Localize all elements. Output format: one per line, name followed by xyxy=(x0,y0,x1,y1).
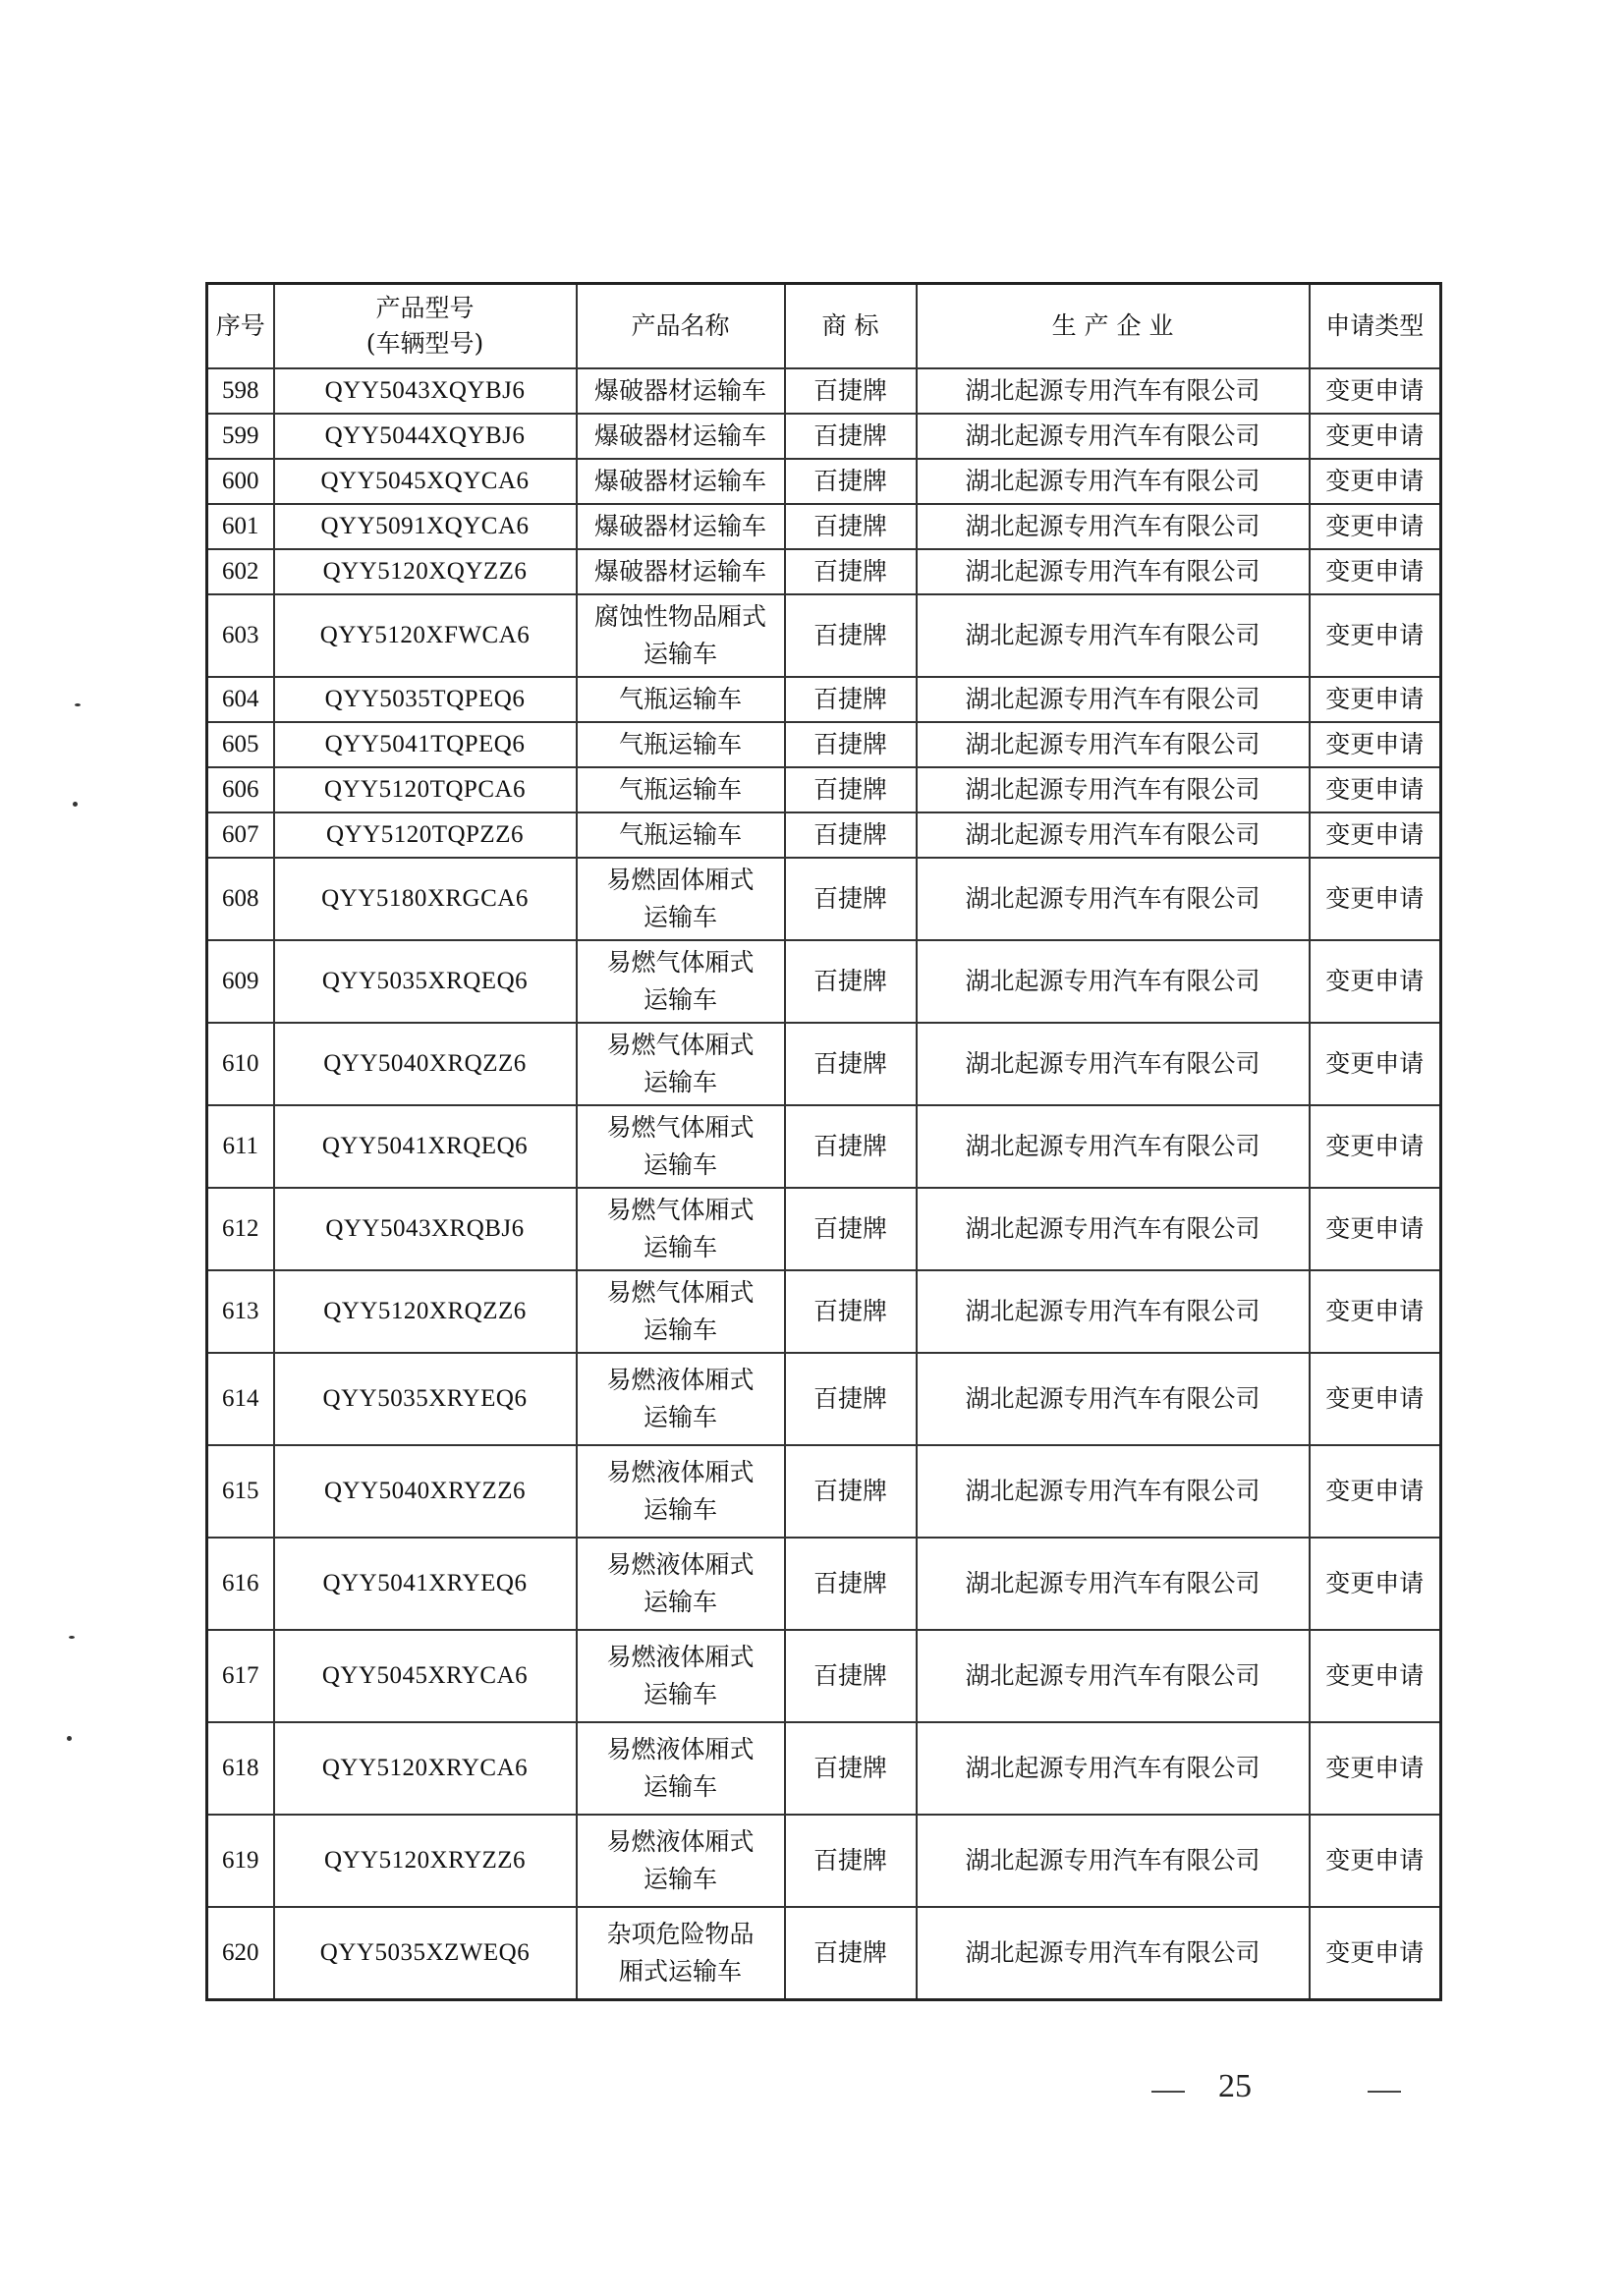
cell-seq: 600 xyxy=(207,459,274,504)
cell-model: QYY5120XRQZZ6 xyxy=(274,1270,577,1353)
cell-product-name xyxy=(577,812,785,858)
table-row xyxy=(207,368,1441,414)
cell-application-type: 变更申请 xyxy=(1310,1445,1441,1538)
cell-product-name xyxy=(577,1353,785,1445)
table-row xyxy=(207,677,1441,722)
table-row xyxy=(207,858,1441,940)
product-name-line: 易燃气体厢式 xyxy=(606,948,755,977)
cell-model: QYY5180XRGCA6 xyxy=(274,858,577,940)
product-name-line: 爆破器材运输车 xyxy=(593,421,766,450)
cell-model: QYY5120XFWCA6 xyxy=(274,594,577,677)
table-row xyxy=(207,1270,1441,1353)
product-name-line: 易燃液体厢式 xyxy=(606,1550,755,1579)
cell-model: QYY5041XRYEQ6 xyxy=(274,1538,577,1630)
cell-product-name xyxy=(577,1630,785,1722)
cell-brand: 百捷牌 xyxy=(785,549,917,594)
cell-application-type: 变更申请 xyxy=(1310,459,1441,504)
cell-brand: 百捷牌 xyxy=(785,504,917,549)
product-name-line: 爆破器材运输车 xyxy=(593,467,766,495)
cell-manufacturer: 湖北起源专用汽车有限公司 xyxy=(917,1815,1310,1907)
table-row xyxy=(207,504,1441,549)
cell-model: QYY5040XRYZZ6 xyxy=(274,1445,577,1538)
product-name-line: 运输车 xyxy=(643,1403,717,1431)
table-row xyxy=(207,767,1441,812)
cell-manufacturer: 湖北起源专用汽车有限公司 xyxy=(917,1630,1310,1722)
cell-application-type: 变更申请 xyxy=(1310,677,1441,722)
cell-product-name xyxy=(577,1815,785,1907)
cell-manufacturer: 湖北起源专用汽车有限公司 xyxy=(917,677,1310,722)
product-name-line: 爆破器材运输车 xyxy=(593,512,766,540)
cell-model: QYY5043XRQBJ6 xyxy=(274,1188,577,1270)
table-row xyxy=(207,1538,1441,1630)
table-row xyxy=(207,812,1441,858)
scan-speck xyxy=(73,802,78,807)
product-name-line: 气瓶运输车 xyxy=(618,775,742,804)
cell-application-type: 变更申请 xyxy=(1310,722,1441,767)
cell-brand: 百捷牌 xyxy=(785,1538,917,1630)
product-name-line: 气瓶运输车 xyxy=(618,820,742,849)
cell-manufacturer: 湖北起源专用汽车有限公司 xyxy=(917,459,1310,504)
product-name-line: 腐蚀性物品厢式 xyxy=(593,602,766,631)
cell-manufacturer: 湖北起源专用汽车有限公司 xyxy=(917,1445,1310,1538)
cell-brand: 百捷牌 xyxy=(785,940,917,1023)
product-name-line: 易燃气体厢式 xyxy=(606,1113,755,1142)
cell-product-name xyxy=(577,549,785,594)
cell-brand: 百捷牌 xyxy=(785,1270,917,1353)
cell-application-type: 变更申请 xyxy=(1310,594,1441,677)
product-name-line: 运输车 xyxy=(643,903,717,931)
table-header-row xyxy=(207,284,1441,369)
cell-seq: 620 xyxy=(207,1907,274,2000)
cell-manufacturer: 湖北起源专用汽车有限公司 xyxy=(917,1105,1310,1188)
cell-seq: 616 xyxy=(207,1538,274,1630)
cell-model: QYY5120XRYZZ6 xyxy=(274,1815,577,1907)
cell-seq: 598 xyxy=(207,368,274,414)
cell-model: QYY5035XRYEQ6 xyxy=(274,1353,577,1445)
cell-manufacturer: 湖北起源专用汽车有限公司 xyxy=(917,504,1310,549)
cell-model: QYY5044XQYBJ6 xyxy=(274,414,577,459)
cell-product-name xyxy=(577,1105,785,1188)
product-name-line: 运输车 xyxy=(643,1865,717,1893)
product-name-line: 运输车 xyxy=(643,1680,717,1708)
cell-seq: 613 xyxy=(207,1270,274,1353)
cell-application-type: 变更申请 xyxy=(1310,1907,1441,2000)
cell-brand: 百捷牌 xyxy=(785,1188,917,1270)
cell-seq: 606 xyxy=(207,767,274,812)
cell-manufacturer: 湖北起源专用汽车有限公司 xyxy=(917,1023,1310,1105)
header-model-line1: 产品型号 xyxy=(375,294,475,322)
product-name-line: 易燃液体厢式 xyxy=(606,1735,755,1763)
product-name-line: 易燃液体厢式 xyxy=(606,1366,755,1394)
cell-brand: 百捷牌 xyxy=(785,1445,917,1538)
table-row xyxy=(207,594,1441,677)
cell-brand: 百捷牌 xyxy=(785,459,917,504)
product-name-line: 易燃气体厢式 xyxy=(606,1278,755,1307)
table-row xyxy=(207,940,1441,1023)
header-product-name: 产品名称 xyxy=(577,284,785,369)
cell-model: QYY5120TQPCA6 xyxy=(274,767,577,812)
product-name-line: 运输车 xyxy=(643,1772,717,1801)
cell-application-type: 变更申请 xyxy=(1310,812,1441,858)
table-row xyxy=(207,414,1441,459)
cell-brand: 百捷牌 xyxy=(785,1907,917,2000)
table-row xyxy=(207,722,1441,767)
header-manufacturer: 生 产 企 业 xyxy=(917,284,1310,369)
product-name-line: 运输车 xyxy=(643,1233,717,1261)
cell-seq: 617 xyxy=(207,1630,274,1722)
cell-manufacturer: 湖北起源专用汽车有限公司 xyxy=(917,414,1310,459)
cell-product-name xyxy=(577,594,785,677)
cell-model: QYY5120TQPZZ6 xyxy=(274,812,577,858)
cell-model: QYY5035TQPEQ6 xyxy=(274,677,577,722)
product-name-line: 运输车 xyxy=(643,1495,717,1524)
cell-manufacturer: 湖北起源专用汽车有限公司 xyxy=(917,858,1310,940)
product-name-line: 运输车 xyxy=(643,985,717,1014)
page-number-dash-right xyxy=(1368,2091,1401,2093)
cell-product-name xyxy=(577,722,785,767)
cell-manufacturer: 湖北起源专用汽车有限公司 xyxy=(917,1722,1310,1815)
cell-model: QYY5035XRQEQ6 xyxy=(274,940,577,1023)
cell-seq: 609 xyxy=(207,940,274,1023)
header-model-line2: (车辆型号) xyxy=(365,329,484,358)
cell-brand: 百捷牌 xyxy=(785,414,917,459)
cell-brand: 百捷牌 xyxy=(785,1815,917,1907)
cell-model: QYY5045XRYCA6 xyxy=(274,1630,577,1722)
cell-brand: 百捷牌 xyxy=(785,1722,917,1815)
table-row xyxy=(207,1353,1441,1445)
cell-manufacturer: 湖北起源专用汽车有限公司 xyxy=(917,549,1310,594)
product-name-line: 气瓶运输车 xyxy=(618,685,742,713)
product-name-line: 易燃固体厢式 xyxy=(606,866,755,894)
cell-application-type: 变更申请 xyxy=(1310,1270,1441,1353)
cell-seq: 611 xyxy=(207,1105,274,1188)
table-body xyxy=(207,368,1441,2000)
cell-product-name xyxy=(577,1270,785,1353)
cell-model: QYY5091XQYCA6 xyxy=(274,504,577,549)
table-row xyxy=(207,1907,1441,2000)
cell-model: QYY5120XQYZZ6 xyxy=(274,549,577,594)
cell-application-type: 变更申请 xyxy=(1310,1538,1441,1630)
cell-application-type: 变更申请 xyxy=(1310,1023,1441,1105)
table-row xyxy=(207,1188,1441,1270)
scan-speck xyxy=(69,1636,75,1639)
cell-manufacturer: 湖北起源专用汽车有限公司 xyxy=(917,368,1310,414)
cell-model: QYY5035XZWEQ6 xyxy=(274,1907,577,2000)
scan-speck xyxy=(75,703,81,706)
cell-seq: 615 xyxy=(207,1445,274,1538)
cell-application-type: 变更申请 xyxy=(1310,368,1441,414)
cell-application-type: 变更申请 xyxy=(1310,1353,1441,1445)
cell-seq: 610 xyxy=(207,1023,274,1105)
cell-model: QYY5045XQYCA6 xyxy=(274,459,577,504)
cell-application-type: 变更申请 xyxy=(1310,940,1441,1023)
cell-product-name xyxy=(577,1907,785,2000)
product-name-line: 运输车 xyxy=(643,1315,717,1344)
cell-brand: 百捷牌 xyxy=(785,677,917,722)
header-brand: 商 标 xyxy=(785,284,917,369)
header-model xyxy=(274,284,577,369)
cell-product-name xyxy=(577,368,785,414)
cell-manufacturer: 湖北起源专用汽车有限公司 xyxy=(917,1907,1310,2000)
header-application-type: 申请类型 xyxy=(1310,284,1441,369)
cell-brand: 百捷牌 xyxy=(785,767,917,812)
cell-manufacturer: 湖北起源专用汽车有限公司 xyxy=(917,1538,1310,1630)
cell-application-type: 变更申请 xyxy=(1310,549,1441,594)
cell-brand: 百捷牌 xyxy=(785,812,917,858)
cell-seq: 612 xyxy=(207,1188,274,1270)
cell-seq: 602 xyxy=(207,549,274,594)
scan-speck xyxy=(67,1736,72,1741)
page-number: 25 xyxy=(1218,2068,1252,2104)
cell-brand: 百捷牌 xyxy=(785,594,917,677)
cell-manufacturer: 湖北起源专用汽车有限公司 xyxy=(917,1270,1310,1353)
cell-product-name xyxy=(577,677,785,722)
product-name-line: 易燃液体厢式 xyxy=(606,1827,755,1856)
product-name-line: 运输车 xyxy=(643,1588,717,1616)
cell-brand: 百捷牌 xyxy=(785,1105,917,1188)
cell-manufacturer: 湖北起源专用汽车有限公司 xyxy=(917,812,1310,858)
cell-manufacturer: 湖北起源专用汽车有限公司 xyxy=(917,1188,1310,1270)
product-name-line: 气瓶运输车 xyxy=(618,730,742,758)
table-row xyxy=(207,1105,1441,1188)
cell-product-name xyxy=(577,940,785,1023)
cell-brand: 百捷牌 xyxy=(785,368,917,414)
cell-seq: 601 xyxy=(207,504,274,549)
cell-model: QYY5041XRQEQ6 xyxy=(274,1105,577,1188)
table-row xyxy=(207,1815,1441,1907)
cell-product-name xyxy=(577,414,785,459)
product-name-line: 易燃气体厢式 xyxy=(606,1196,755,1224)
cell-application-type: 变更申请 xyxy=(1310,1105,1441,1188)
table-row xyxy=(207,1445,1441,1538)
cell-product-name xyxy=(577,1023,785,1105)
cell-brand: 百捷牌 xyxy=(785,722,917,767)
cell-application-type: 变更申请 xyxy=(1310,858,1441,940)
cell-model: QYY5040XRQZZ6 xyxy=(274,1023,577,1105)
cell-model: QYY5043XQYBJ6 xyxy=(274,368,577,414)
cell-seq: 608 xyxy=(207,858,274,940)
vehicle-product-table xyxy=(205,282,1442,2001)
product-name-line: 爆破器材运输车 xyxy=(593,376,766,405)
product-name-line: 厢式运输车 xyxy=(618,1957,742,1986)
cell-application-type: 变更申请 xyxy=(1310,1630,1441,1722)
table-row xyxy=(207,1722,1441,1815)
cell-product-name xyxy=(577,1538,785,1630)
cell-product-name xyxy=(577,459,785,504)
page-number-dash-left xyxy=(1151,2091,1185,2093)
cell-product-name xyxy=(577,504,785,549)
cell-product-name xyxy=(577,858,785,940)
product-name-line: 杂项危险物品 xyxy=(606,1920,755,1948)
header-seq: 序号 xyxy=(207,284,274,369)
cell-model: QYY5041TQPEQ6 xyxy=(274,722,577,767)
cell-seq: 607 xyxy=(207,812,274,858)
cell-application-type: 变更申请 xyxy=(1310,1815,1441,1907)
cell-application-type: 变更申请 xyxy=(1310,1188,1441,1270)
cell-brand: 百捷牌 xyxy=(785,1630,917,1722)
cell-brand: 百捷牌 xyxy=(785,858,917,940)
cell-manufacturer: 湖北起源专用汽车有限公司 xyxy=(917,1353,1310,1445)
cell-manufacturer: 湖北起源专用汽车有限公司 xyxy=(917,722,1310,767)
cell-manufacturer: 湖北起源专用汽车有限公司 xyxy=(917,767,1310,812)
cell-application-type: 变更申请 xyxy=(1310,414,1441,459)
product-name-line: 运输车 xyxy=(643,1150,717,1179)
product-name-line: 运输车 xyxy=(643,640,717,668)
table-row xyxy=(207,1023,1441,1105)
cell-application-type: 变更申请 xyxy=(1310,504,1441,549)
table-row xyxy=(207,1630,1441,1722)
cell-brand: 百捷牌 xyxy=(785,1023,917,1105)
table-row xyxy=(207,459,1441,504)
product-name-line: 爆破器材运输车 xyxy=(593,557,766,586)
product-name-line: 易燃气体厢式 xyxy=(606,1031,755,1059)
product-name-line: 易燃液体厢式 xyxy=(606,1458,755,1486)
cell-seq: 603 xyxy=(207,594,274,677)
cell-product-name xyxy=(577,1722,785,1815)
cell-manufacturer: 湖北起源专用汽车有限公司 xyxy=(917,940,1310,1023)
cell-product-name xyxy=(577,767,785,812)
product-name-line: 易燃液体厢式 xyxy=(606,1643,755,1671)
product-name-line: 运输车 xyxy=(643,1068,717,1096)
cell-product-name xyxy=(577,1445,785,1538)
cell-brand: 百捷牌 xyxy=(785,1353,917,1445)
cell-seq: 614 xyxy=(207,1353,274,1445)
table-row xyxy=(207,549,1441,594)
cell-model: QYY5120XRYCA6 xyxy=(274,1722,577,1815)
cell-application-type: 变更申请 xyxy=(1310,767,1441,812)
cell-product-name xyxy=(577,1188,785,1270)
cell-manufacturer: 湖北起源专用汽车有限公司 xyxy=(917,594,1310,677)
cell-seq: 599 xyxy=(207,414,274,459)
cell-application-type: 变更申请 xyxy=(1310,1722,1441,1815)
cell-seq: 619 xyxy=(207,1815,274,1907)
cell-seq: 604 xyxy=(207,677,274,722)
cell-seq: 605 xyxy=(207,722,274,767)
cell-seq: 618 xyxy=(207,1722,274,1815)
